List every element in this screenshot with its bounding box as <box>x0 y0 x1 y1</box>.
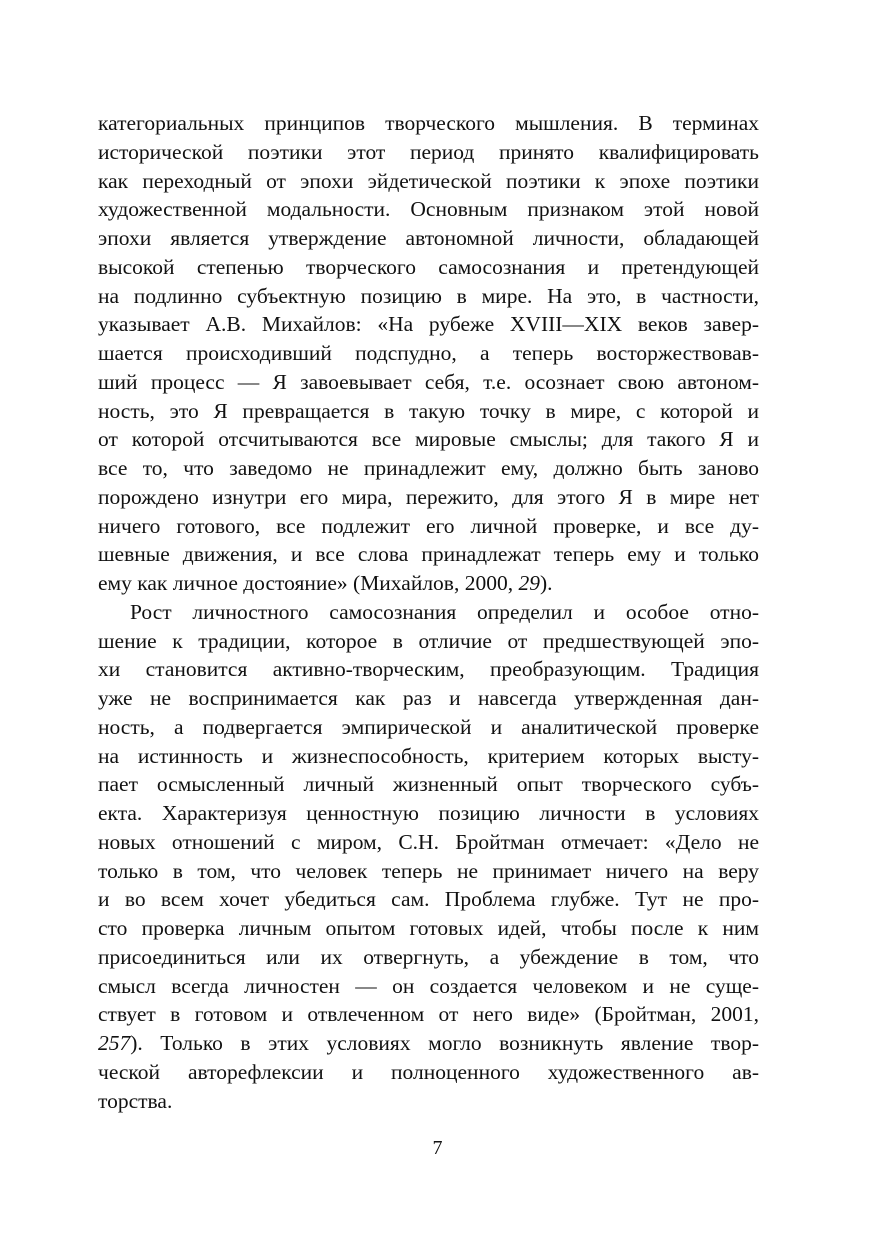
text-segment: уже не воспринимается как раз и навсегда утвержденная дан- <box>98 686 759 710</box>
text-segment: хи становится активно-творческим, преобразующим. Традиция <box>98 657 759 682</box>
text-segment: Рост личностного самосознания определил и особое отно- <box>130 599 759 624</box>
text-segment: на подлинно субъектную позицию в мире. На это, в частности, <box>98 283 759 308</box>
text-line <box>98 540 759 569</box>
text-segment: все то, что заведомо не принадлежит ему, должно быть заново <box>98 456 759 480</box>
text-line <box>98 282 759 311</box>
text-segment: торства. <box>98 1088 173 1113</box>
text-segment: ему как личное достояние» (Михайлов, 2000, <box>98 571 519 595</box>
citation-page-italic: 257 <box>98 1031 131 1055</box>
text-line <box>98 972 759 1001</box>
text-line <box>98 943 759 972</box>
text-segment: шевные движения, и все слова принадлежат теперь ему и только <box>98 542 759 567</box>
page-number: 7 <box>432 1137 443 1159</box>
text-segment: высокой степенью творческого самосознания и претендующей <box>98 254 759 279</box>
text-segment: ший процесс — Я завоевывает себя, т.е. осознает свою автоном- <box>98 369 759 394</box>
text-segment: ). Только в этих условиях могло возникнуть явление твор- <box>130 1031 759 1055</box>
text-segment: ность, а подвергается эмпирической и аналитической проверке <box>98 714 759 739</box>
text-segment: ствует в готовом и отвлеченном от него виде» (Бройтман, 2001, <box>98 1002 759 1027</box>
text-line <box>98 1058 759 1087</box>
text-segment: смысл всегда личностен — он создается человеком и не суще- <box>98 973 759 998</box>
text-line <box>98 512 759 541</box>
text-line <box>98 627 759 656</box>
text-line <box>98 1087 759 1116</box>
text-line <box>98 598 759 627</box>
page-body <box>98 109 759 1115</box>
text-line <box>98 1000 759 1029</box>
text-segment: ность, это Я превращается в такую точку в мире, с которой и <box>98 398 759 423</box>
text-line <box>98 224 759 253</box>
text-line <box>98 713 759 742</box>
text-line <box>98 655 759 684</box>
text-segment: на истинность и жизнеспособность, критерием которых высту- <box>98 743 759 768</box>
text-line <box>98 799 759 828</box>
text-segment: новых отношений с миром, С.Н. Бройтман отмечает: «Дело не <box>98 829 759 854</box>
text-line <box>98 454 759 483</box>
text-line <box>98 310 759 339</box>
paragraph <box>98 598 759 1116</box>
text-segment: как переходный от эпохи эйдетической поэтики к эпохе поэтики <box>98 168 759 193</box>
text-line <box>98 167 759 196</box>
text-segment: категориальных принципов творческого мышления. В терминах <box>98 111 759 135</box>
text-line <box>98 368 759 397</box>
text-line <box>98 684 759 713</box>
citation-page-italic: 29 <box>518 571 540 595</box>
text-segment: порождено изнутри его мира, пережито, для этого Я в мире нет <box>98 484 759 509</box>
text-segment: шается происходивший подспудно, а теперь восторжествовав- <box>98 341 759 365</box>
text-line <box>98 195 759 224</box>
text-line <box>98 483 759 512</box>
text-segment: шение к традиции, которое в отличие от предшествующей эпо- <box>98 628 759 653</box>
text-segment: ничего готового, все подлежит его личной проверке, и все ду- <box>98 513 759 538</box>
paragraph <box>98 109 759 598</box>
text-line <box>98 914 759 943</box>
text-segment: ). <box>539 571 553 595</box>
text-segment: сто проверка личным опытом готовых идей, чтобы после к ним <box>98 916 759 940</box>
text-line <box>98 1029 759 1058</box>
text-line <box>98 138 759 167</box>
text-segment: от которой отсчитываются все мировые смыслы; для такого Я и <box>98 427 759 452</box>
text-segment: художественной модальности. Основным признаком этой новой <box>98 197 759 222</box>
text-segment: екта. Характеризуя ценностную позицию личности в условиях <box>98 801 759 825</box>
text-line <box>98 569 759 598</box>
text-segment: эпохи является утверждение автономной личности, обладающей <box>98 226 759 250</box>
text-line <box>98 109 759 138</box>
text-line <box>98 339 759 368</box>
text-segment: присоединиться или их отвергнуть, а убеждение в том, что <box>98 944 759 969</box>
text-segment: ческой авторефлексии и полноценного художественного ав- <box>98 1059 759 1084</box>
text-segment: указывает А.В. Михайлов: «На рубеже XVIII—XIX веков завер- <box>98 312 759 337</box>
text-line <box>98 770 759 799</box>
text-segment: пает осмысленный личный жизненный опыт творческого субъ- <box>98 772 759 797</box>
text-segment: только в том, что человек теперь не принимает ничего на веру <box>98 858 759 883</box>
text-segment: исторической поэтики этот период принято квалифицировать <box>98 139 759 164</box>
text-line <box>98 425 759 454</box>
text-segment: и во всем хочет убедиться сам. Проблема глубже. Тут не про- <box>98 887 759 912</box>
text-line <box>98 253 759 282</box>
text-line <box>98 397 759 426</box>
text-line <box>98 857 759 886</box>
text-line <box>98 742 759 771</box>
text-line <box>98 828 759 857</box>
text-line <box>98 885 759 914</box>
